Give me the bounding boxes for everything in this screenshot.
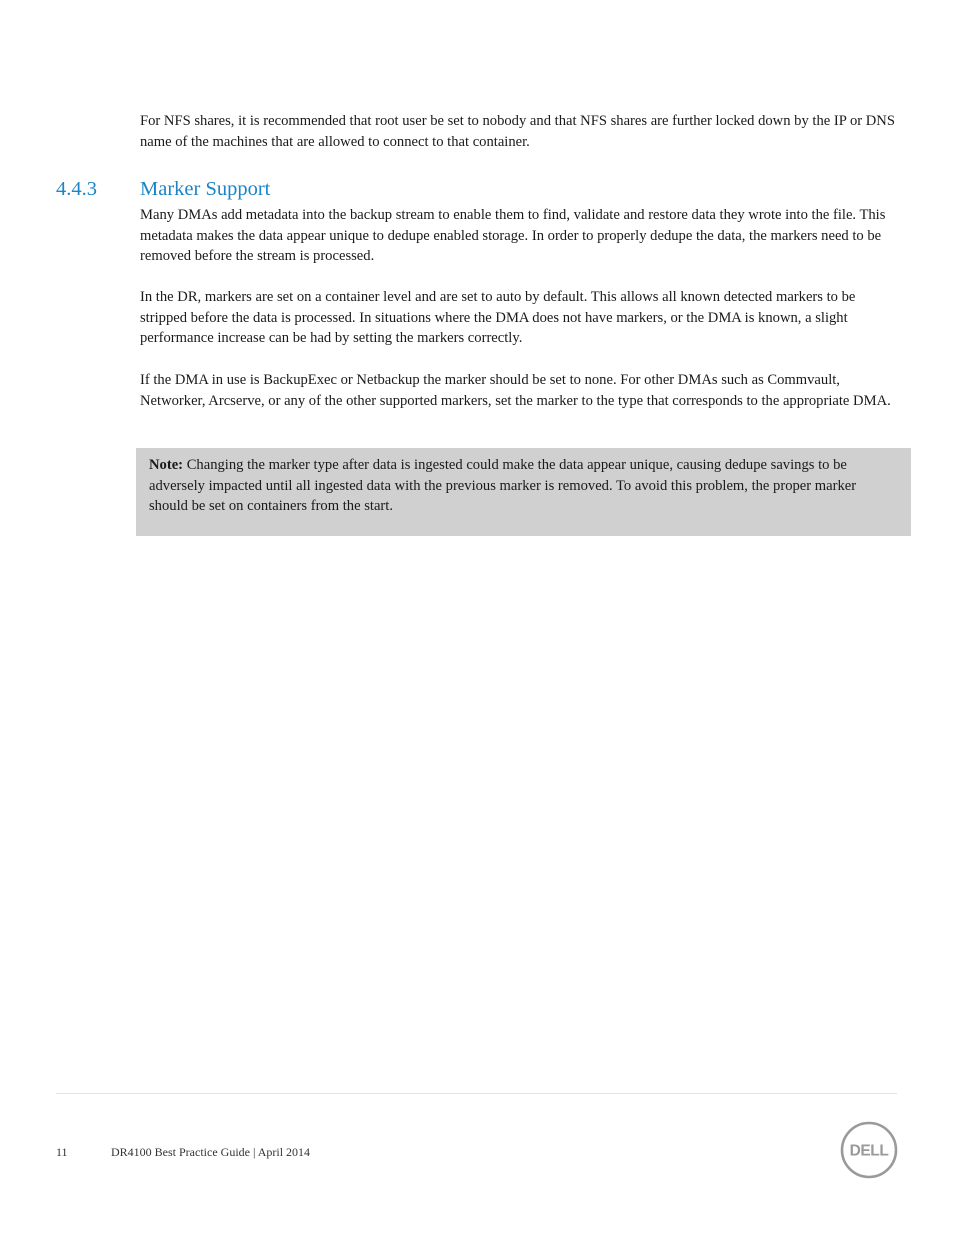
dell-logo [840,1121,898,1179]
page-number: 11 [56,1145,68,1159]
body-paragraph: If the DMA in use is BackupExec or Netbackup the marker should be set to none. For other DMAs such as Commvault, Networker, Arcserve, or any of the other supported markers, set the marker to the type that corresponds to the appropriate DMA. [140,372,891,409]
body-paragraph: In the DR, markers are set on a container level and are set to auto by default. This allows all known detected markers to be stripped before the data is processed. In situations where the DMA does not have markers, or the DMA is known, a slight performance increase can be had by setting the markers correctly. [140,289,856,346]
note-box [136,448,911,536]
body-paragraph: Many DMAs add metadata into the backup stream to enable them to find, validate and restore data they wrote into the file. This metadata makes the data appear unique to dedupe enabled storage. In order to properly dedupe the data, the markers need to be removed before the stream is processed. [140,207,886,264]
footer-divider [56,1093,897,1094]
note-text: Changing the marker type after data is ingested could make the data appear unique, causing dedupe savings to be adversely impacted until all ingested data with the previous marker is removed. To avoid this problem, the proper marker should be set on containers from the start. [149,457,857,514]
dell-logo-text: DELL [849,1142,889,1160]
footer-doc-title: DR4100 Best Practice Guide | April 2014 [111,1145,311,1159]
note-label: Note: [149,457,184,473]
section-title: Marker Support [140,178,271,200]
section-number: 4.4.3 [56,178,97,200]
section-heading [56,176,270,202]
nfs-paragraph: For NFS shares, it is recommended that root user be set to nobody and that NFS shares are further locked down by the IP or DNS name of the machines that are allowed to connect to that container. [140,113,895,150]
